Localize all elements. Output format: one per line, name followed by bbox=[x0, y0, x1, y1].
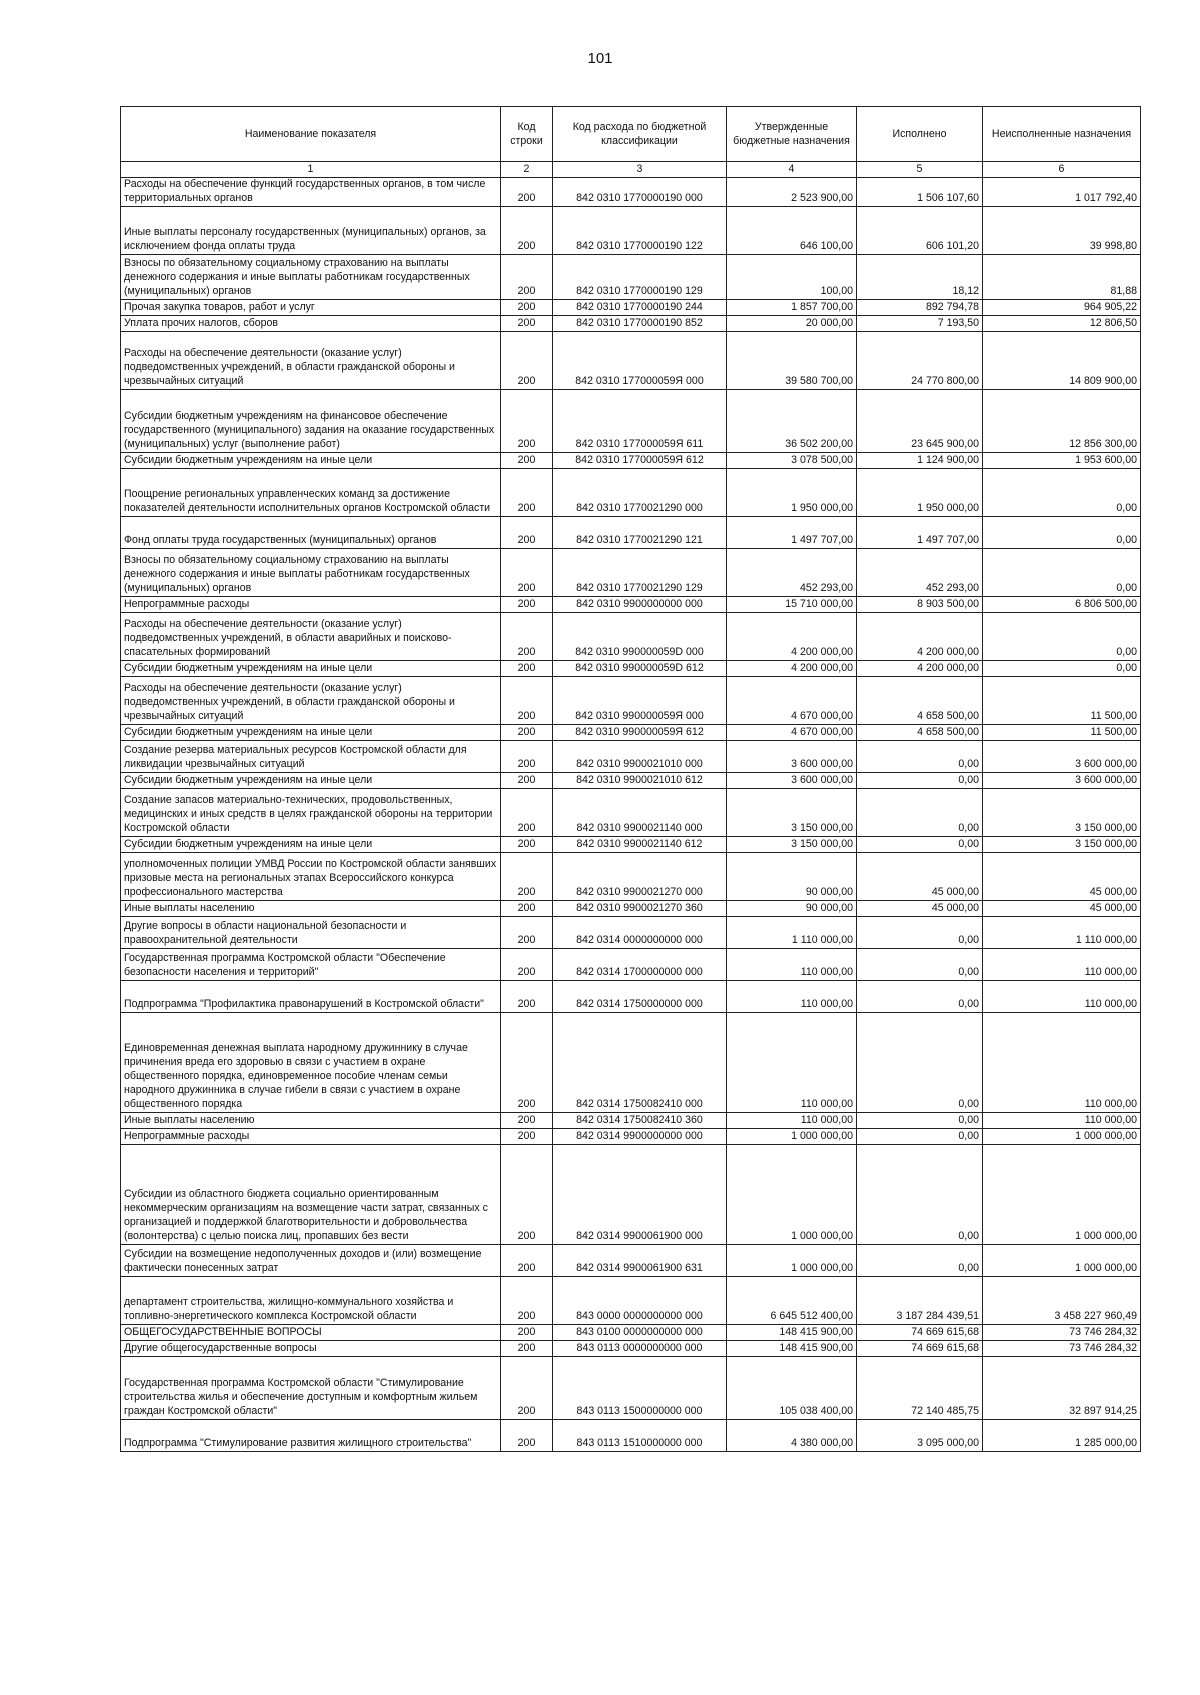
row-executed: 0,00 bbox=[857, 837, 983, 853]
table-row bbox=[121, 453, 1141, 469]
row-approved: 1 000 000,00 bbox=[727, 1145, 857, 1245]
row-approved: 1 497 707,00 bbox=[727, 517, 857, 549]
row-executed: 0,00 bbox=[857, 741, 983, 773]
row-budget-code: 842 0310 1770021290 000 bbox=[553, 469, 727, 517]
row-name: Создание резерва материальных ресурсов Костромской области для ликвидации чрезвычайных ситуаций bbox=[121, 741, 501, 773]
row-budget-code: 842 0310 9900021010 000 bbox=[553, 741, 727, 773]
row-line-code: 200 bbox=[501, 332, 553, 390]
row-name: уполномоченных полиции УМВД России по Костромской области занявших призовые места на региональных этапах Всероссийского конкурса профессионального мастерства bbox=[121, 853, 501, 901]
row-approved: 3 600 000,00 bbox=[727, 741, 857, 773]
row-approved: 15 710 000,00 bbox=[727, 597, 857, 613]
row-executed: 0,00 bbox=[857, 1145, 983, 1245]
row-unexecuted: 0,00 bbox=[983, 517, 1141, 549]
row-unexecuted: 3 150 000,00 bbox=[983, 837, 1141, 853]
table-row bbox=[121, 1341, 1141, 1357]
row-approved: 1 000 000,00 bbox=[727, 1129, 857, 1145]
table-row bbox=[121, 661, 1141, 677]
row-budget-code: 843 0113 1500000000 000 bbox=[553, 1357, 727, 1420]
row-name: Поощрение региональных управленческих команд за достижение показателей деятельности исполнительных органов Костромской области bbox=[121, 469, 501, 517]
row-name: Взносы по обязательному социальному страхованию на выплаты денежного содержания и иные выплаты работникам государственных (муниципальных) органов bbox=[121, 549, 501, 597]
row-budget-code: 843 0000 0000000000 000 bbox=[553, 1277, 727, 1325]
row-approved: 39 580 700,00 bbox=[727, 332, 857, 390]
row-executed: 0,00 bbox=[857, 1245, 983, 1277]
row-executed: 0,00 bbox=[857, 1013, 983, 1113]
row-approved: 1 110 000,00 bbox=[727, 917, 857, 949]
row-name: Расходы на обеспечение деятельности (оказание услуг) подведомственных учреждений, в области гражданской обороны и чрезвычайных ситуаций bbox=[121, 677, 501, 725]
row-approved: 110 000,00 bbox=[727, 981, 857, 1013]
row-budget-code: 842 0310 9900021010 612 bbox=[553, 773, 727, 789]
row-unexecuted: 0,00 bbox=[983, 469, 1141, 517]
row-executed: 4 658 500,00 bbox=[857, 725, 983, 741]
row-line-code: 200 bbox=[501, 773, 553, 789]
row-approved: 100,00 bbox=[727, 255, 857, 300]
row-executed: 4 200 000,00 bbox=[857, 661, 983, 677]
row-approved: 4 380 000,00 bbox=[727, 1420, 857, 1452]
row-unexecuted: 110 000,00 bbox=[983, 1013, 1141, 1113]
row-executed: 892 794,78 bbox=[857, 300, 983, 316]
row-line-code: 200 bbox=[501, 1113, 553, 1129]
row-budget-code: 842 0310 1770000190 000 bbox=[553, 178, 727, 207]
row-executed: 0,00 bbox=[857, 949, 983, 981]
row-budget-code: 842 0310 1770000190 122 bbox=[553, 207, 727, 255]
row-executed: 1 506 107,60 bbox=[857, 178, 983, 207]
row-unexecuted: 14 809 900,00 bbox=[983, 332, 1141, 390]
row-approved: 1 000 000,00 bbox=[727, 1245, 857, 1277]
header-approved: Утвержденные бюджетные назначения bbox=[727, 107, 857, 162]
row-name: Субсидии бюджетным учреждениям на иные цели bbox=[121, 725, 501, 741]
header-indicator-name: Наименование показателя bbox=[121, 107, 501, 162]
row-approved: 90 000,00 bbox=[727, 901, 857, 917]
column-number: 5 bbox=[857, 162, 983, 178]
row-approved: 452 293,00 bbox=[727, 549, 857, 597]
row-budget-code: 842 0310 1770000190 244 bbox=[553, 300, 727, 316]
row-approved: 1 950 000,00 bbox=[727, 469, 857, 517]
row-budget-code: 843 0113 0000000000 000 bbox=[553, 1341, 727, 1357]
row-name: ОБЩЕГОСУДАРСТВЕННЫЕ ВОПРОСЫ bbox=[121, 1325, 501, 1341]
row-executed: 0,00 bbox=[857, 917, 983, 949]
table-row bbox=[121, 469, 1141, 517]
table-row bbox=[121, 597, 1141, 613]
row-name: Расходы на обеспечение деятельности (оказание услуг) подведомственных учреждений, в области гражданской обороны и чрезвычайных ситуаций bbox=[121, 332, 501, 390]
row-unexecuted: 1 110 000,00 bbox=[983, 917, 1141, 949]
row-unexecuted: 0,00 bbox=[983, 661, 1141, 677]
row-executed: 4 200 000,00 bbox=[857, 613, 983, 661]
row-line-code: 200 bbox=[501, 390, 553, 453]
row-unexecuted: 110 000,00 bbox=[983, 949, 1141, 981]
table-row bbox=[121, 255, 1141, 300]
row-unexecuted: 1 285 000,00 bbox=[983, 1420, 1141, 1452]
row-name: Иные выплаты населению bbox=[121, 1113, 501, 1129]
row-line-code: 200 bbox=[501, 741, 553, 773]
column-number: 2 bbox=[501, 162, 553, 178]
row-approved: 110 000,00 bbox=[727, 949, 857, 981]
table-row bbox=[121, 917, 1141, 949]
row-line-code: 200 bbox=[501, 1341, 553, 1357]
row-approved: 4 200 000,00 bbox=[727, 661, 857, 677]
row-budget-code: 842 0314 1700000000 000 bbox=[553, 949, 727, 981]
row-line-code: 200 bbox=[501, 517, 553, 549]
row-line-code: 200 bbox=[501, 725, 553, 741]
row-name: Субсидии бюджетным учреждениям на иные цели bbox=[121, 453, 501, 469]
row-line-code: 200 bbox=[501, 1277, 553, 1325]
row-budget-code: 842 0314 9900000000 000 bbox=[553, 1129, 727, 1145]
row-budget-code: 842 0310 177000059Я 000 bbox=[553, 332, 727, 390]
row-name: Создание запасов материально-технических, продовольственных, медицинских и иных средств в целях гражданской обороны на территории Костромской области bbox=[121, 789, 501, 837]
header-line-code: Код строки bbox=[501, 107, 553, 162]
table-row bbox=[121, 316, 1141, 332]
row-name: Субсидии бюджетным учреждениям на иные цели bbox=[121, 837, 501, 853]
row-unexecuted: 73 746 284,32 bbox=[983, 1341, 1141, 1357]
row-line-code: 200 bbox=[501, 316, 553, 332]
row-line-code: 200 bbox=[501, 677, 553, 725]
row-name: Государственная программа Костромской области "Стимулирование строительства жилья и обеспечение доступным и комфортным жильем граждан Костромской области" bbox=[121, 1357, 501, 1420]
row-budget-code: 842 0310 990000059Я 612 bbox=[553, 725, 727, 741]
column-number: 4 bbox=[727, 162, 857, 178]
table-row bbox=[121, 853, 1141, 901]
row-budget-code: 842 0310 9900021270 360 bbox=[553, 901, 727, 917]
table-row bbox=[121, 741, 1141, 773]
table-row bbox=[121, 390, 1141, 453]
row-approved: 3 600 000,00 bbox=[727, 773, 857, 789]
row-executed: 0,00 bbox=[857, 1129, 983, 1145]
table-row bbox=[121, 725, 1141, 741]
row-line-code: 200 bbox=[501, 837, 553, 853]
row-approved: 110 000,00 bbox=[727, 1013, 857, 1113]
row-unexecuted: 73 746 284,32 bbox=[983, 1325, 1141, 1341]
table-row bbox=[121, 773, 1141, 789]
row-name: Взносы по обязательному социальному страхованию на выплаты денежного содержания и иные выплаты работникам государственных (муниципальных) органов bbox=[121, 255, 501, 300]
row-unexecuted: 3 150 000,00 bbox=[983, 789, 1141, 837]
row-line-code: 200 bbox=[501, 949, 553, 981]
row-line-code: 200 bbox=[501, 1325, 553, 1341]
table-row bbox=[121, 613, 1141, 661]
row-executed: 7 193,50 bbox=[857, 316, 983, 332]
row-budget-code: 842 0314 9900061900 631 bbox=[553, 1245, 727, 1277]
row-approved: 4 200 000,00 bbox=[727, 613, 857, 661]
row-unexecuted: 32 897 914,25 bbox=[983, 1357, 1141, 1420]
row-name: Другие общегосударственные вопросы bbox=[121, 1341, 501, 1357]
row-approved: 36 502 200,00 bbox=[727, 390, 857, 453]
row-budget-code: 842 0314 0000000000 000 bbox=[553, 917, 727, 949]
row-line-code: 200 bbox=[501, 1145, 553, 1245]
row-executed: 45 000,00 bbox=[857, 853, 983, 901]
row-line-code: 200 bbox=[501, 300, 553, 316]
row-line-code: 200 bbox=[501, 1420, 553, 1452]
row-unexecuted: 45 000,00 bbox=[983, 901, 1141, 917]
row-executed: 1 124 900,00 bbox=[857, 453, 983, 469]
row-executed: 8 903 500,00 bbox=[857, 597, 983, 613]
header-unexecuted: Неисполненные назначения bbox=[983, 107, 1141, 162]
row-line-code: 200 bbox=[501, 901, 553, 917]
row-executed: 3 187 284 439,51 bbox=[857, 1277, 983, 1325]
row-approved: 3 078 500,00 bbox=[727, 453, 857, 469]
table-row bbox=[121, 949, 1141, 981]
row-name: Субсидии из областного бюджета социально ориентированным некоммерческим организациям на возмещение части затрат, связанных с организацией и поддержкой благотворительности и добровольчества (волонтерства) с целью поиска лиц, пропавших без вести bbox=[121, 1145, 501, 1245]
table-row bbox=[121, 1277, 1141, 1325]
row-executed: 606 101,20 bbox=[857, 207, 983, 255]
row-unexecuted: 110 000,00 bbox=[983, 981, 1141, 1013]
table-row bbox=[121, 300, 1141, 316]
row-executed: 0,00 bbox=[857, 789, 983, 837]
row-budget-code: 842 0310 990000059D 612 bbox=[553, 661, 727, 677]
table-row bbox=[121, 1420, 1141, 1452]
row-approved: 4 670 000,00 bbox=[727, 725, 857, 741]
table-row bbox=[121, 1129, 1141, 1145]
row-approved: 90 000,00 bbox=[727, 853, 857, 901]
page-number: 101 bbox=[587, 50, 613, 67]
row-unexecuted: 3 458 227 960,49 bbox=[983, 1277, 1141, 1325]
row-name: Субсидии бюджетным учреждениям на иные цели bbox=[121, 661, 501, 677]
row-budget-code: 842 0314 1750000000 000 bbox=[553, 981, 727, 1013]
row-budget-code: 842 0310 9900021140 000 bbox=[553, 789, 727, 837]
row-approved: 148 415 900,00 bbox=[727, 1341, 857, 1357]
table-row bbox=[121, 1145, 1141, 1245]
row-approved: 6 645 512 400,00 bbox=[727, 1277, 857, 1325]
row-line-code: 200 bbox=[501, 1357, 553, 1420]
row-name: Расходы на обеспечение деятельности (оказание услуг) подведомственных учреждений, в области аварийных и поисково-спасательных формирований bbox=[121, 613, 501, 661]
budget-execution-table bbox=[120, 106, 1141, 1452]
row-budget-code: 842 0314 9900061900 000 bbox=[553, 1145, 727, 1245]
row-unexecuted: 81,88 bbox=[983, 255, 1141, 300]
row-line-code: 200 bbox=[501, 1013, 553, 1113]
row-line-code: 200 bbox=[501, 469, 553, 517]
row-unexecuted: 11 500,00 bbox=[983, 677, 1141, 725]
row-approved: 1 857 700,00 bbox=[727, 300, 857, 316]
column-number: 3 bbox=[553, 162, 727, 178]
row-unexecuted: 0,00 bbox=[983, 613, 1141, 661]
row-line-code: 200 bbox=[501, 1129, 553, 1145]
row-unexecuted: 1 017 792,40 bbox=[983, 178, 1141, 207]
table-row bbox=[121, 207, 1141, 255]
row-line-code: 200 bbox=[501, 981, 553, 1013]
row-budget-code: 842 0310 1770021290 129 bbox=[553, 549, 727, 597]
row-name: Фонд оплаты труда государственных (муниципальных) органов bbox=[121, 517, 501, 549]
row-line-code: 200 bbox=[501, 255, 553, 300]
row-line-code: 200 bbox=[501, 207, 553, 255]
row-name: Прочая закупка товаров, работ и услуг bbox=[121, 300, 501, 316]
row-executed: 18,12 bbox=[857, 255, 983, 300]
row-budget-code: 842 0310 1770000190 852 bbox=[553, 316, 727, 332]
row-budget-code: 842 0310 9900021140 612 bbox=[553, 837, 727, 853]
row-name: Субсидии бюджетным учреждениям на иные цели bbox=[121, 773, 501, 789]
table-row bbox=[121, 178, 1141, 207]
table-row bbox=[121, 517, 1141, 549]
row-line-code: 200 bbox=[501, 549, 553, 597]
row-line-code: 200 bbox=[501, 613, 553, 661]
table-row bbox=[121, 981, 1141, 1013]
column-number: 6 bbox=[983, 162, 1141, 178]
row-approved: 105 038 400,00 bbox=[727, 1357, 857, 1420]
row-budget-code: 842 0314 1750082410 000 bbox=[553, 1013, 727, 1113]
row-approved: 20 000,00 bbox=[727, 316, 857, 332]
row-executed: 74 669 615,68 bbox=[857, 1325, 983, 1341]
header-row bbox=[121, 107, 1141, 162]
row-executed: 0,00 bbox=[857, 1113, 983, 1129]
row-budget-code: 842 0310 177000059Я 611 bbox=[553, 390, 727, 453]
row-name: Субсидии на возмещение недополученных доходов и (или) возмещение фактически понесенных затрат bbox=[121, 1245, 501, 1277]
row-approved: 148 415 900,00 bbox=[727, 1325, 857, 1341]
row-unexecuted: 3 600 000,00 bbox=[983, 773, 1141, 789]
row-approved: 3 150 000,00 bbox=[727, 789, 857, 837]
row-name: Другие вопросы в области национальной безопасности и правоохранительной деятельности bbox=[121, 917, 501, 949]
row-line-code: 200 bbox=[501, 789, 553, 837]
table-row bbox=[121, 549, 1141, 597]
header-budget-classification-code: Код расхода по бюджетной классификации bbox=[553, 107, 727, 162]
row-budget-code: 842 0310 177000059Я 612 bbox=[553, 453, 727, 469]
row-budget-code: 843 0100 0000000000 000 bbox=[553, 1325, 727, 1341]
row-name: Единовременная денежная выплата народному дружиннику в случае причинения вреда его здоровью в связи с участием в охране общественного порядка, единовременное пособие членам семьи народного дружинника в случае гибели в связи с участием в охране общественного порядка bbox=[121, 1013, 501, 1113]
row-line-code: 200 bbox=[501, 178, 553, 207]
row-unexecuted: 12 856 300,00 bbox=[983, 390, 1141, 453]
row-unexecuted: 12 806,50 bbox=[983, 316, 1141, 332]
row-name: департамент строительства, жилищно-коммунального хозяйства и топливно-энергетического комплекса Костромской области bbox=[121, 1277, 501, 1325]
row-name: Непрограммные расходы bbox=[121, 597, 501, 613]
row-line-code: 200 bbox=[501, 661, 553, 677]
table-row bbox=[121, 1245, 1141, 1277]
row-name: Расходы на обеспечение функций государственных органов, в том числе территориальных органов bbox=[121, 178, 501, 207]
table-body bbox=[121, 178, 1141, 1452]
table-row bbox=[121, 1357, 1141, 1420]
row-unexecuted: 964 905,22 bbox=[983, 300, 1141, 316]
row-executed: 0,00 bbox=[857, 773, 983, 789]
row-line-code: 200 bbox=[501, 917, 553, 949]
row-approved: 2 523 900,00 bbox=[727, 178, 857, 207]
row-unexecuted: 6 806 500,00 bbox=[983, 597, 1141, 613]
row-executed: 23 645 900,00 bbox=[857, 390, 983, 453]
row-executed: 4 658 500,00 bbox=[857, 677, 983, 725]
table-row bbox=[121, 789, 1141, 837]
row-executed: 74 669 615,68 bbox=[857, 1341, 983, 1357]
row-executed: 72 140 485,75 bbox=[857, 1357, 983, 1420]
row-executed: 3 095 000,00 bbox=[857, 1420, 983, 1452]
row-budget-code: 842 0314 1750082410 360 bbox=[553, 1113, 727, 1129]
table-row bbox=[121, 677, 1141, 725]
row-executed: 45 000,00 bbox=[857, 901, 983, 917]
row-budget-code: 842 0310 1770021290 121 bbox=[553, 517, 727, 549]
table-row bbox=[121, 901, 1141, 917]
row-budget-code: 843 0113 1510000000 000 bbox=[553, 1420, 727, 1452]
row-executed: 0,00 bbox=[857, 981, 983, 1013]
row-executed: 1 950 000,00 bbox=[857, 469, 983, 517]
column-numbers-row bbox=[121, 162, 1141, 178]
table-row bbox=[121, 1325, 1141, 1341]
row-unexecuted: 1 000 000,00 bbox=[983, 1145, 1141, 1245]
row-unexecuted: 3 600 000,00 bbox=[983, 741, 1141, 773]
row-line-code: 200 bbox=[501, 597, 553, 613]
row-name: Подпрограмма "Профилактика правонарушений в Костромской области" bbox=[121, 981, 501, 1013]
row-budget-code: 842 0310 9900000000 000 bbox=[553, 597, 727, 613]
row-name: Субсидии бюджетным учреждениям на финансовое обеспечение государственного (муниципального) задания на оказание государственных (муниципальных) услуг (выполнение работ) bbox=[121, 390, 501, 453]
row-line-code: 200 bbox=[501, 853, 553, 901]
row-approved: 646 100,00 bbox=[727, 207, 857, 255]
row-approved: 4 670 000,00 bbox=[727, 677, 857, 725]
table-row bbox=[121, 1113, 1141, 1129]
table-row bbox=[121, 837, 1141, 853]
row-unexecuted: 11 500,00 bbox=[983, 725, 1141, 741]
table-row bbox=[121, 1013, 1141, 1113]
row-executed: 1 497 707,00 bbox=[857, 517, 983, 549]
row-unexecuted: 1 000 000,00 bbox=[983, 1129, 1141, 1145]
row-unexecuted: 1 953 600,00 bbox=[983, 453, 1141, 469]
table-row bbox=[121, 332, 1141, 390]
row-name: Непрограммные расходы bbox=[121, 1129, 501, 1145]
row-budget-code: 842 0310 990000059D 000 bbox=[553, 613, 727, 661]
row-budget-code: 842 0310 1770000190 129 bbox=[553, 255, 727, 300]
row-name: Подпрограмма "Стимулирование развития жилищного строительства" bbox=[121, 1420, 501, 1452]
column-number: 1 bbox=[121, 162, 501, 178]
row-name: Государственная программа Костромской области "Обеспечение безопасности населения и территорий" bbox=[121, 949, 501, 981]
row-approved: 3 150 000,00 bbox=[727, 837, 857, 853]
row-executed: 452 293,00 bbox=[857, 549, 983, 597]
row-unexecuted: 39 998,80 bbox=[983, 207, 1141, 255]
header-executed: Исполнено bbox=[857, 107, 983, 162]
row-budget-code: 842 0310 990000059Я 000 bbox=[553, 677, 727, 725]
row-approved: 110 000,00 bbox=[727, 1113, 857, 1129]
row-unexecuted: 1 000 000,00 bbox=[983, 1245, 1141, 1277]
row-name: Иные выплаты населению bbox=[121, 901, 501, 917]
row-executed: 24 770 800,00 bbox=[857, 332, 983, 390]
row-line-code: 200 bbox=[501, 453, 553, 469]
row-unexecuted: 0,00 bbox=[983, 549, 1141, 597]
row-line-code: 200 bbox=[501, 1245, 553, 1277]
row-unexecuted: 110 000,00 bbox=[983, 1113, 1141, 1129]
row-name: Уплата прочих налогов, сборов bbox=[121, 316, 501, 332]
row-budget-code: 842 0310 9900021270 000 bbox=[553, 853, 727, 901]
row-unexecuted: 45 000,00 bbox=[983, 853, 1141, 901]
row-name: Иные выплаты персоналу государственных (муниципальных) органов, за исключением фонда оплаты труда bbox=[121, 207, 501, 255]
